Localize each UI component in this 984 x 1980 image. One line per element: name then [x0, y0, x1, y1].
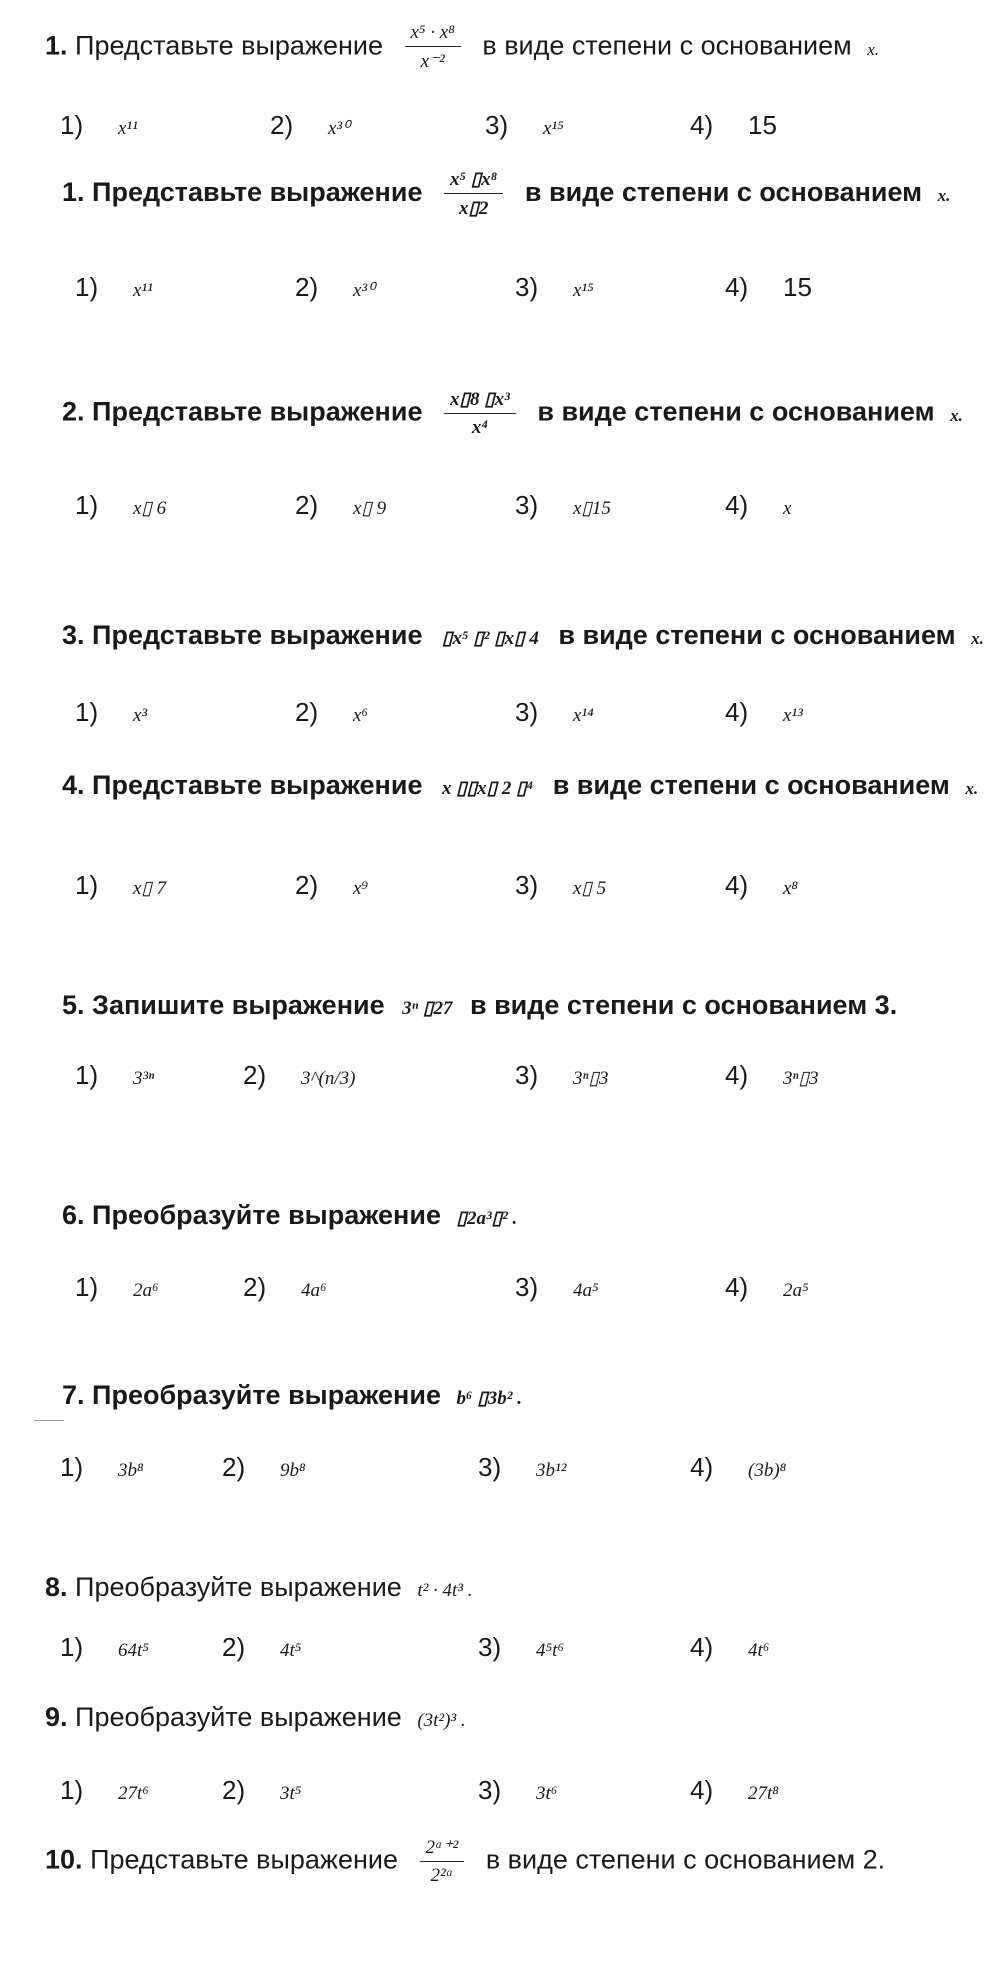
problem-number: 6.: [62, 1200, 85, 1230]
option[interactable]: 4) (3b)⁸: [690, 1452, 787, 1482]
problem-number: 7.: [62, 1380, 85, 1410]
problem-expression: (3t²)³ .: [417, 1710, 466, 1731]
problem-1b: [62, 168, 950, 220]
problem-suffix: в виде степени с основанием: [552, 770, 950, 800]
problem-base: x.: [950, 405, 963, 425]
problem-expression: x ▯▯x▯ 2 ▯⁴: [441, 778, 534, 799]
problem-10: [45, 1836, 885, 1887]
problem-prefix: Представьте выражение: [75, 30, 383, 61]
problem-base: x.: [937, 186, 951, 206]
fraction-denominator: x▯2: [458, 198, 489, 219]
problem-2: [62, 388, 963, 439]
option[interactable]: 2) x³⁰: [270, 110, 350, 140]
problem-base: x.: [965, 779, 979, 798]
problem-expression: t² · 4t³ .: [417, 1580, 473, 1601]
option[interactable]: 1) x▯ 7: [75, 870, 167, 900]
fraction-denominator: 2²ᵃ: [430, 1865, 454, 1886]
option[interactable]: 1) 3b⁸: [60, 1452, 144, 1482]
option[interactable]: 2) x▯ 9: [295, 490, 387, 520]
option[interactable]: 4) x⁸: [725, 870, 799, 900]
option[interactable]: 2) 3^(n/3): [243, 1060, 356, 1090]
problem-base: x.: [971, 629, 984, 648]
option[interactable]: 1) x▯ 6: [75, 490, 167, 520]
problem-number: 1.: [62, 177, 85, 208]
problem-9: [45, 1702, 474, 1733]
problem-prefix: Запишите выражение: [92, 990, 385, 1020]
problem-suffix: в виде степени с основанием 3.: [469, 990, 898, 1020]
problem-suffix: в виде степени с основанием: [558, 620, 956, 650]
option[interactable]: 3) x¹⁵: [485, 110, 564, 140]
problem-6: [62, 1200, 525, 1231]
option[interactable]: 2) 3t⁵: [222, 1775, 302, 1805]
option[interactable]: 3) x▯ 5: [515, 870, 607, 900]
option[interactable]: 3) 4a⁵: [515, 1272, 599, 1302]
option[interactable]: 4) 2a⁵: [725, 1272, 809, 1302]
option[interactable]: 3) 3b¹²: [478, 1452, 567, 1482]
option[interactable]: 4) 27t⁸: [690, 1775, 779, 1805]
fraction: [420, 1836, 465, 1887]
problem-prefix: Представьте выражение: [92, 177, 423, 208]
option[interactable]: 2) 4a⁶: [243, 1272, 327, 1302]
problem-number: 2.: [62, 396, 85, 427]
option[interactable]: 3) 3ⁿ▯3: [515, 1060, 609, 1090]
option[interactable]: 1) 64t⁵: [60, 1632, 149, 1662]
option[interactable]: 4) 4t⁶: [690, 1632, 770, 1662]
option[interactable]: 2) 4t⁵: [222, 1632, 302, 1662]
option[interactable]: 2) x⁹: [295, 870, 369, 900]
option[interactable]: 1) x¹¹: [60, 110, 138, 140]
problem-prefix: Представьте выражение: [92, 770, 423, 800]
fraction-denominator: x⁻²: [420, 51, 445, 72]
divider: [34, 1420, 64, 1421]
problem-5: [62, 990, 897, 1021]
problem-number: 4.: [62, 770, 85, 800]
problem-suffix: в виде степени с основанием: [524, 177, 923, 208]
problem-expression: b⁶ ▯3b² .: [456, 1388, 522, 1409]
option[interactable]: 2) 9b⁸: [222, 1452, 306, 1482]
option[interactable]: 4) 3ⁿ▯3: [725, 1060, 819, 1090]
problem-expression: ▯x⁵ ▯² ▯x▯ 4: [441, 628, 539, 649]
option[interactable]: 1) 2a⁶: [75, 1272, 159, 1302]
problem-prefix: Представьте выражение: [92, 396, 423, 427]
option[interactable]: 3) x¹⁴: [515, 697, 594, 727]
problem-prefix: Представьте выражение: [90, 1844, 398, 1875]
problem-number: 10.: [45, 1844, 83, 1875]
problem-8: [45, 1572, 481, 1603]
problem-7: [62, 1380, 530, 1411]
option[interactable]: 4) 15: [725, 272, 812, 302]
problem-number: 1.: [45, 30, 68, 61]
problem-prefix: Преобразуйте выражение: [75, 1572, 402, 1602]
option[interactable]: 2) x³⁰: [295, 272, 375, 302]
option[interactable]: 4) x: [725, 490, 792, 520]
problem-prefix: Преобразуйте выражение: [92, 1380, 441, 1410]
option[interactable]: 3) 3t⁶: [478, 1775, 558, 1805]
problem-number: 3.: [62, 620, 85, 650]
problem-number: 9.: [45, 1702, 68, 1732]
option[interactable]: 3) x▯15: [515, 490, 611, 520]
problem-prefix: Преобразуйте выражение: [75, 1702, 402, 1732]
problem-suffix: в виде степени с основанием: [482, 30, 852, 61]
problem-prefix: Преобразуйте выражение: [92, 1200, 441, 1230]
problem-prefix: Представьте выражение: [92, 620, 423, 650]
problem-1a: [45, 22, 879, 73]
problem-base: x.: [867, 39, 879, 59]
option[interactable]: 1) 27t⁶: [60, 1775, 149, 1805]
problem-expression: 3ⁿ ▯27: [402, 998, 453, 1019]
problem-number: 8.: [45, 1572, 68, 1602]
problem-number: 5.: [62, 990, 85, 1020]
fraction-numerator: x⁵ · x⁸: [405, 22, 461, 47]
problem-suffix: в виде степени с основанием 2.: [485, 1844, 886, 1875]
option[interactable]: 4) 15: [690, 110, 777, 140]
problem-4: [62, 770, 978, 801]
fraction-numerator: x▯8 ▯x³: [444, 388, 516, 414]
fraction-numerator: 2ᵃ⁺²: [420, 1836, 465, 1862]
problem-expression: ▯2a³▯² .: [456, 1208, 518, 1229]
fraction-denominator: x⁴: [471, 417, 488, 438]
option[interactable]: 1) x³: [75, 697, 148, 727]
fraction: [444, 388, 516, 439]
option[interactable]: 3) x¹⁵: [515, 272, 594, 302]
fraction: [444, 168, 503, 220]
option[interactable]: 3) 4⁵t⁶: [478, 1632, 564, 1662]
fraction: [405, 22, 461, 73]
option[interactable]: 1) x¹¹: [75, 272, 153, 302]
problem-3: [62, 620, 984, 651]
fraction-numerator: x⁵ ▯x⁸: [444, 168, 503, 194]
problem-suffix: в виде степени с основанием: [537, 396, 935, 427]
option[interactable]: 2) x⁶: [295, 697, 369, 727]
option[interactable]: 1) 3³ⁿ: [75, 1060, 155, 1090]
option[interactable]: 4) x¹³: [725, 697, 803, 727]
